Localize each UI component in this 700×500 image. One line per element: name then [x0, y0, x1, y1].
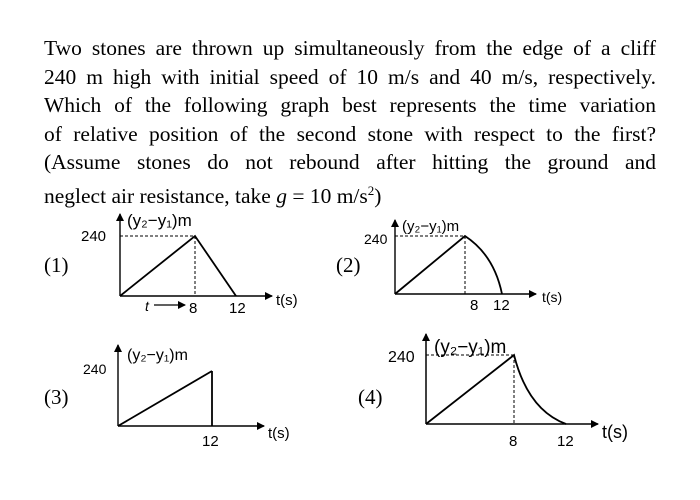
x-axis-label: t(s) — [268, 425, 290, 442]
question-line: (Assume stones do not rebound after hitting the ground and — [44, 150, 656, 174]
x-tick-12: 12 — [202, 433, 219, 450]
y-value-240: 240 — [81, 228, 107, 245]
option-3-label: (3) — [44, 385, 69, 409]
graph-3 — [83, 345, 290, 450]
curve — [395, 236, 502, 294]
graph-2 — [364, 218, 562, 314]
graph-1 — [81, 211, 298, 317]
x-tick-8: 8 — [509, 433, 518, 450]
t-arrow-label: t — [145, 298, 149, 314]
option-4-label: (4) — [358, 385, 383, 409]
y-axis-label: (y₂−y₁)m — [127, 211, 192, 230]
x-tick-12: 12 — [557, 433, 574, 450]
graph-4 — [388, 334, 628, 450]
x-tick-8: 8 — [189, 300, 198, 317]
x-tick-12: 12 — [229, 300, 246, 317]
curve — [120, 236, 236, 296]
question-line: of relative position of the second stone with respect to the first? — [44, 121, 656, 146]
y-axis-label: (y₂−y₁)m — [434, 337, 507, 358]
curve — [426, 355, 566, 424]
option-1-label: (1) — [44, 253, 69, 277]
y-value-240: 240 — [83, 361, 107, 377]
x-axis-label: t(s) — [542, 289, 563, 305]
y-value-240: 240 — [364, 231, 388, 247]
y-axis-label: (y₂−y₁)m — [127, 347, 188, 364]
rise — [118, 371, 212, 426]
y-value-240: 240 — [388, 349, 415, 366]
x-axis-label: t(s) — [276, 292, 298, 309]
y-axis-label: (y₂−y₁)m — [402, 218, 460, 235]
question-line: Two stones are thrown up simultaneously from the edge of a cliff — [44, 36, 656, 60]
x-tick-12: 12 — [493, 297, 510, 314]
question-line: 240 m high with initial speed of 10 m/s and 40 m/s, respectively. — [44, 64, 656, 89]
option-2-label: (2) — [336, 253, 361, 277]
x-tick-8: 8 — [470, 297, 479, 314]
question-line: Which of the following graph best represents the time variation — [44, 93, 656, 117]
question-line-last: neglect air resistance, take g = 10 $m/s^2$) — [44, 182, 382, 208]
x-axis-label: t(s) — [602, 422, 628, 442]
